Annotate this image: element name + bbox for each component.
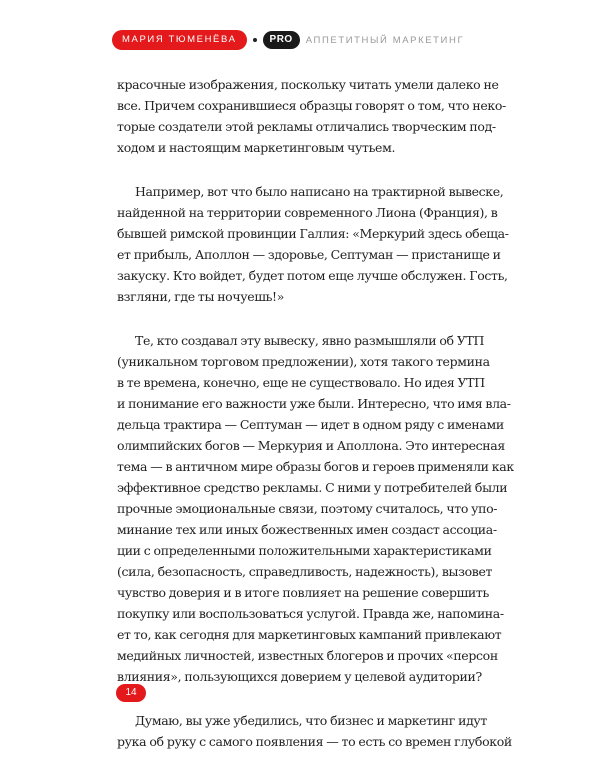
text-line: ходом и настоящим маркетинговым чутьем.	[117, 140, 396, 155]
text-line: Те, кто создавал эту вывеску, явно размышляли об УТП	[135, 333, 485, 348]
paragraph	[117, 710, 512, 752]
text-line: чувство доверия и в итоге повлияет на решение совершить	[117, 585, 489, 600]
text-line: найденной на территории современного Лиона (Франция), в	[117, 205, 498, 220]
text-line: Думаю, вы уже убедились, что бизнес и маркетинг идут	[135, 713, 487, 728]
text-line: в те времена, конечно, еще не существовало. Но идея УТП	[117, 375, 485, 390]
text-line: Например, вот что было написано на трактирной вывеске,	[135, 184, 504, 199]
text-line: (сила, безопасность, справедливость, надежность), вызовет	[117, 564, 493, 579]
text-line: торые создатели этой рекламы отличались творческим под-	[117, 119, 496, 134]
text-line: закуску. Кто войдет, будет потом еще лучше обслужен. Гость,	[117, 268, 508, 283]
text-line: все. Причем сохранившиеся образцы говорят о том, что неко-	[117, 98, 506, 113]
page-number: 14	[116, 684, 146, 702]
text-line: медийных личностей, известных блогеров и прочих «персон	[117, 648, 498, 663]
text-line: (уникальном торговом предложении), хотя такого термина	[117, 354, 490, 369]
page-body	[117, 74, 514, 775]
text-line: прочные эмоциональные связи, поэтому считалось, что упо-	[117, 501, 498, 516]
text-line: красочные изображения, поскольку читать умели далеко не	[117, 77, 499, 92]
text-line: покупку или воспользоваться услугой. Правда же, напомина-	[117, 606, 504, 621]
text-line: ет то, как сегодня для маркетинговых кампаний привлекают	[117, 627, 502, 642]
paragraph	[117, 330, 514, 687]
text-line: взгляни, где ты ночуешь!»	[117, 289, 285, 304]
running-header	[112, 30, 464, 50]
author-label: МАРИЯ ТЮМЕНЁВА	[112, 30, 247, 50]
text-line: тема — в античном мире образы богов и героев применяли как	[117, 459, 514, 474]
separator-dot-icon	[253, 38, 257, 42]
text-line: ции с определенными положительными характеристиками	[117, 543, 492, 558]
series-title: АППЕТИТНЫЙ МАРКЕТИНГ	[305, 34, 465, 46]
text-line: влияния», пользующихся доверием у целевой аудитории?	[117, 669, 482, 684]
paragraph	[117, 181, 509, 307]
text-line: эффективное средство рекламы. С ними у потребителей были	[117, 480, 508, 495]
pro-badge: PRO	[263, 31, 300, 49]
text-line: олимпийских богов — Меркурия и Аполлона. Это интересная	[117, 438, 505, 453]
text-line: дельца трактира — Септуман — идет в одном ряду с именами	[117, 417, 504, 432]
text-line: бывшей римской провинции Галлия: «Меркурий здесь обеща-	[117, 226, 509, 241]
text-line: рука об руку с самого появления — то есть со времен глубокой	[117, 734, 512, 749]
text-line: минание тех или иных божественных имен создаст ассоциа-	[117, 522, 497, 537]
text-line: и понимание его важности уже были. Интересно, что имя вла-	[117, 396, 511, 411]
text-line: ет прибыль, Аполлон — здоровье, Септуман — пристанище и	[117, 247, 501, 262]
paragraph	[117, 74, 506, 158]
